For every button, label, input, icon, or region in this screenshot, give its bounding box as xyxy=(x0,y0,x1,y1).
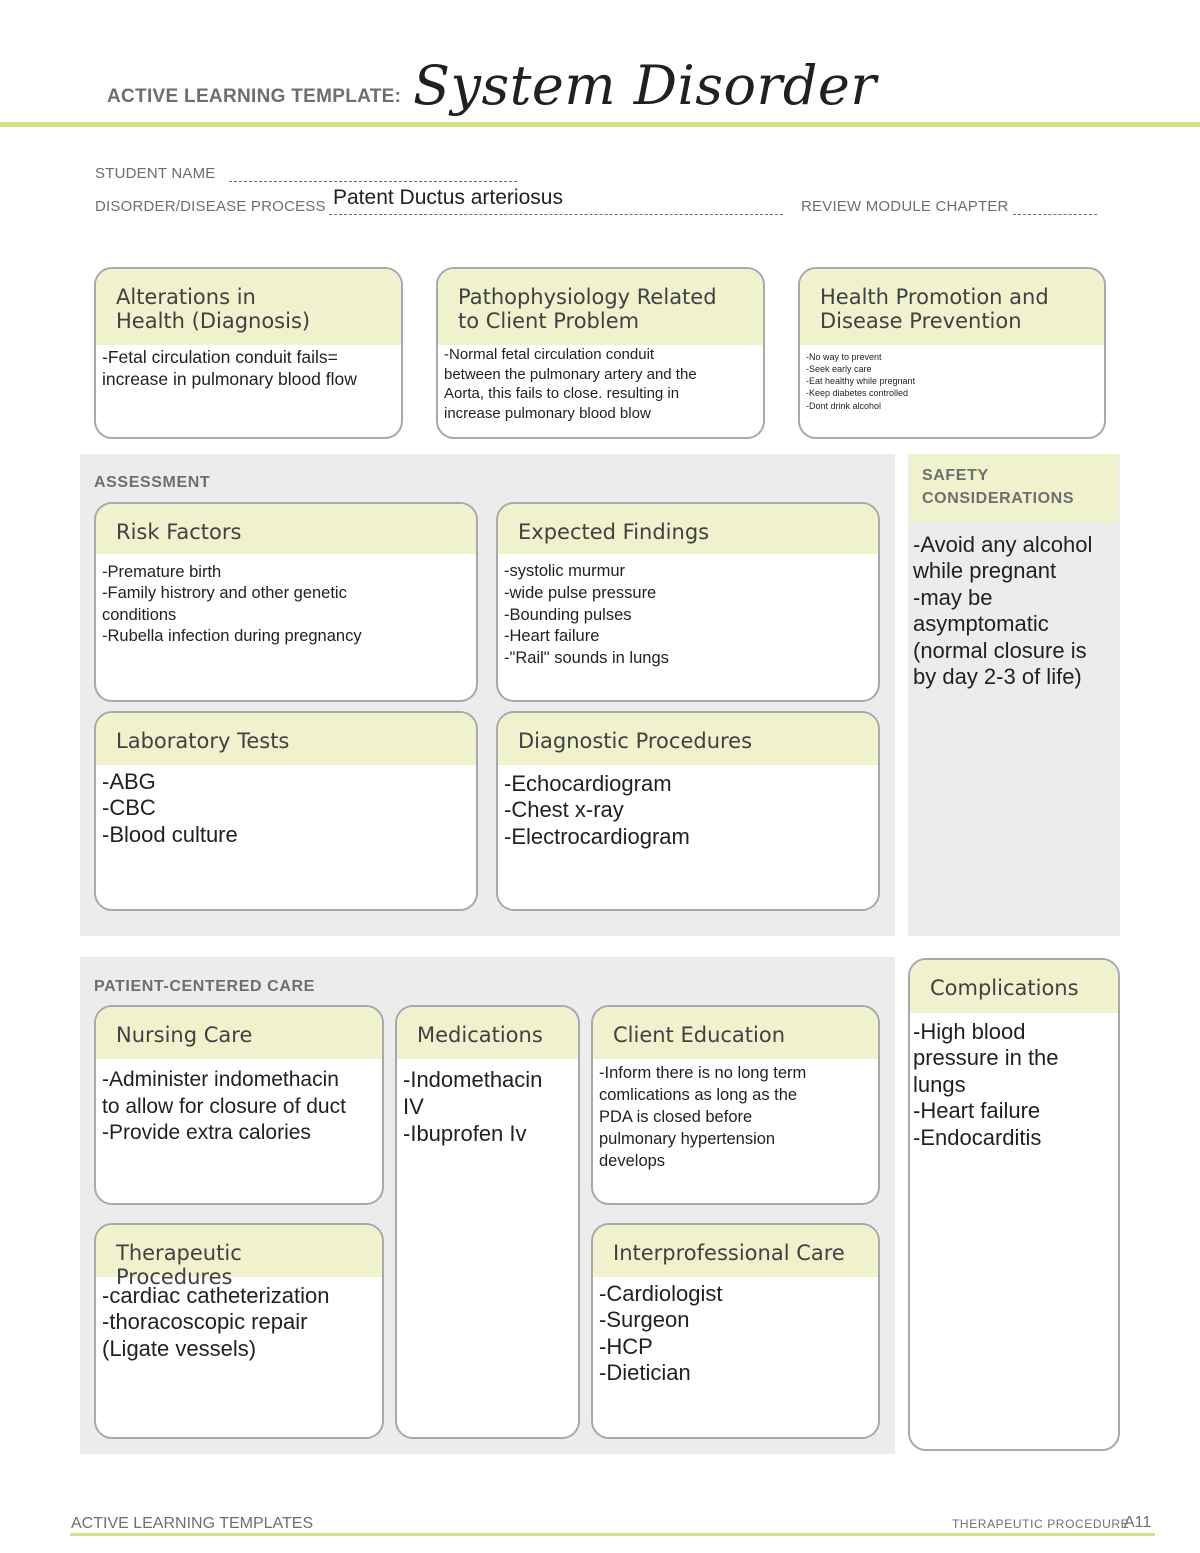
text-line: -Dont drink alcohol xyxy=(806,400,882,411)
expected-findings-box xyxy=(496,502,880,702)
text-line: -Heart failure xyxy=(913,1098,1041,1124)
client-education-header xyxy=(593,1007,878,1059)
footer-left-label: ACTIVE LEARNING TEMPLATES xyxy=(71,1515,314,1532)
safety-content[interactable] xyxy=(913,532,1092,690)
text-line: -Fetal circulation conduit fails= xyxy=(102,347,338,367)
text-line: PDA is closed before xyxy=(599,1107,753,1126)
safety-title-1: SAFETY xyxy=(922,467,989,484)
review-chapter-field[interactable] xyxy=(1013,213,1097,215)
risk-factors-header xyxy=(96,504,476,554)
interprofessional-care-box xyxy=(591,1223,880,1439)
text-line: -Chest x-ray xyxy=(504,797,624,823)
alterations-header xyxy=(96,269,401,345)
text-line: -Provide extra calories xyxy=(102,1121,311,1145)
therapeutic-procedures-content[interactable] xyxy=(96,1277,382,1366)
health-promotion-box xyxy=(798,267,1106,439)
text-line: -Bounding pulses xyxy=(504,605,632,624)
safety-panel xyxy=(908,454,1120,936)
medications-header xyxy=(397,1007,578,1059)
text-line: Aorta, this fails to close. resulting in xyxy=(444,385,680,402)
nursing-care-content[interactable] xyxy=(96,1059,382,1151)
text-line: -High blood xyxy=(913,1019,1026,1044)
text-line: pulmonary hypertension xyxy=(599,1129,776,1148)
client-education-content[interactable] xyxy=(593,1059,878,1177)
text-line: -Cardiologist xyxy=(599,1281,723,1306)
assessment-title: ASSESSMENT xyxy=(94,474,211,491)
pathophysiology-box xyxy=(436,267,765,439)
laboratory-tests-header xyxy=(96,713,476,765)
text-line: -Electrocardiogram xyxy=(504,823,690,849)
text-line: -Endocarditis xyxy=(913,1124,1042,1150)
alterations-title-1: Alterations in xyxy=(116,285,256,309)
text-line: by day 2-3 of life) xyxy=(913,663,1082,689)
alterations-in-health-box xyxy=(94,267,403,439)
medications-title: Medications xyxy=(417,1023,543,1047)
alterations-title-2: Health (Diagnosis) xyxy=(116,309,311,334)
text-line: -Blood culture xyxy=(102,821,238,847)
text-line: -Echocardiogram xyxy=(504,771,672,796)
diagnostic-procedures-box xyxy=(496,711,880,911)
template-title: System Disorder xyxy=(413,54,877,117)
laboratory-tests-box xyxy=(94,711,478,911)
pathophysiology-title-2: to Client Problem xyxy=(458,309,640,334)
complications-content[interactable] xyxy=(910,1013,1118,1155)
complications-box xyxy=(908,958,1120,1451)
risk-factors-box xyxy=(94,502,478,702)
footer-divider xyxy=(70,1533,1155,1536)
text-line: -Surgeon xyxy=(599,1307,690,1333)
text-line: -wide pulse pressure xyxy=(504,583,657,602)
therapeutic-procedures-title: Therapeutic Procedures xyxy=(116,1241,242,1290)
text-line: increase pulmonary blood blow xyxy=(444,404,651,422)
laboratory-tests-title: Laboratory Tests xyxy=(116,729,290,753)
client-education-title: Client Education xyxy=(613,1023,786,1047)
therapeutic-procedures-header xyxy=(96,1225,382,1290)
text-line: -Administer indomethacin xyxy=(102,1068,339,1091)
medications-box xyxy=(395,1005,580,1439)
safety-title-2: CONSIDERATIONS xyxy=(922,490,1075,508)
text-line: to allow for closure of duct xyxy=(102,1094,346,1118)
complications-title: Complications xyxy=(930,976,1079,1000)
disorder-label: DISORDER/DISEASE PROCESS xyxy=(95,198,326,215)
nursing-care-box xyxy=(94,1005,384,1205)
health-promotion-title-2: Disease Prevention xyxy=(820,309,1022,334)
text-line: -Indomethacin xyxy=(403,1067,543,1092)
diagnostic-procedures-content[interactable] xyxy=(498,765,878,854)
header-divider xyxy=(0,122,1200,127)
text-line: -Normal fetal circulation conduit xyxy=(444,346,655,363)
safety-header xyxy=(910,454,1118,522)
diagnostic-procedures-title: Diagnostic Procedures xyxy=(518,729,753,753)
text-line: comlications as long as the xyxy=(599,1085,798,1104)
text-line: -CBC xyxy=(102,795,156,821)
text-line: -Family histrory and other genetic xyxy=(102,584,347,603)
pathophysiology-title-1: Pathophysiology Related xyxy=(458,285,717,309)
text-line: -Inform there is no long term xyxy=(599,1064,807,1082)
nursing-care-header xyxy=(96,1007,382,1059)
text-line: -Dietician xyxy=(599,1360,691,1386)
text-line: asymptomatic xyxy=(913,611,1049,637)
laboratory-tests-content[interactable] xyxy=(96,765,476,852)
text-line: (normal closure is xyxy=(913,637,1087,663)
text-line: -Ibuprofen Iv xyxy=(403,1121,527,1147)
text-line: -Rubella infection during pregnancy xyxy=(102,627,362,646)
text-line: -Keep diabetes controlled xyxy=(806,388,909,399)
text-line: IV xyxy=(403,1094,424,1120)
health-promotion-title-1: Health Promotion and xyxy=(820,285,1049,309)
text-line: -Avoid any alcohol xyxy=(913,532,1093,557)
interprofessional-care-header xyxy=(593,1225,878,1277)
text-line: pressure in the xyxy=(913,1045,1059,1071)
text-line: while pregnant xyxy=(913,558,1057,584)
text-line: -"Rail" sounds in lungs xyxy=(504,649,669,668)
text-line: -cardiac catheterization xyxy=(102,1283,330,1308)
pathophysiology-content[interactable] xyxy=(438,345,763,427)
health-promotion-header xyxy=(800,269,1104,345)
text-line: -HCP xyxy=(599,1333,653,1359)
interprofessional-care-title: Interprofessional Care xyxy=(613,1241,845,1265)
text-line: increase in pulmonary blood flow xyxy=(102,368,357,389)
footer-right-label: THERAPEUTIC PROCEDURE xyxy=(952,1517,1130,1531)
medications-content[interactable] xyxy=(397,1059,578,1151)
text-line: conditions xyxy=(102,605,177,624)
risk-factors-title: Risk Factors xyxy=(116,520,242,544)
client-education-box xyxy=(591,1005,880,1205)
text-line: -thoracoscopic repair xyxy=(102,1309,308,1335)
risk-factors-content[interactable] xyxy=(96,554,476,652)
text-line: (Ligate vessels) xyxy=(102,1335,257,1361)
text-line: between the pulmonary artery and the xyxy=(444,365,697,383)
text-line: develops xyxy=(599,1151,666,1170)
disorder-field[interactable] xyxy=(329,213,783,215)
template-label: ACTIVE LEARNING TEMPLATE: xyxy=(107,86,402,107)
student-name-field[interactable] xyxy=(229,180,517,182)
text-line: -systolic murmur xyxy=(504,562,626,580)
student-name-label: STUDENT NAME xyxy=(95,165,216,182)
pathophysiology-header xyxy=(438,269,763,345)
disorder-value: Patent Ductus arteriosus xyxy=(333,186,563,209)
text-line: -Eat healthy while pregnant xyxy=(806,376,916,387)
text-line: -No way to prevent xyxy=(806,352,882,362)
diagnostic-procedures-header xyxy=(498,713,878,765)
nursing-care-title: Nursing Care xyxy=(116,1023,253,1047)
text-line: -Seek early care xyxy=(806,364,872,375)
therapeutic-procedures-box xyxy=(94,1223,384,1439)
text-line: -may be xyxy=(913,584,993,610)
review-chapter-label: REVIEW MODULE CHAPTER xyxy=(801,198,1009,215)
text-line: -Premature birth xyxy=(102,563,222,581)
complications-header xyxy=(910,960,1118,1013)
health-promotion-content[interactable] xyxy=(800,345,1104,416)
text-line: lungs xyxy=(913,1071,966,1097)
expected-findings-content[interactable] xyxy=(498,554,878,674)
alterations-content[interactable] xyxy=(96,345,401,395)
text-line: -Heart failure xyxy=(504,627,600,646)
patient-centered-care-title: PATIENT-CENTERED CARE xyxy=(94,978,315,995)
expected-findings-header xyxy=(498,504,878,554)
expected-findings-title: Expected Findings xyxy=(518,520,710,544)
interprofessional-care-content[interactable] xyxy=(593,1277,878,1391)
text-line: -ABG xyxy=(102,769,156,794)
page-number: A11 xyxy=(1124,1514,1152,1531)
